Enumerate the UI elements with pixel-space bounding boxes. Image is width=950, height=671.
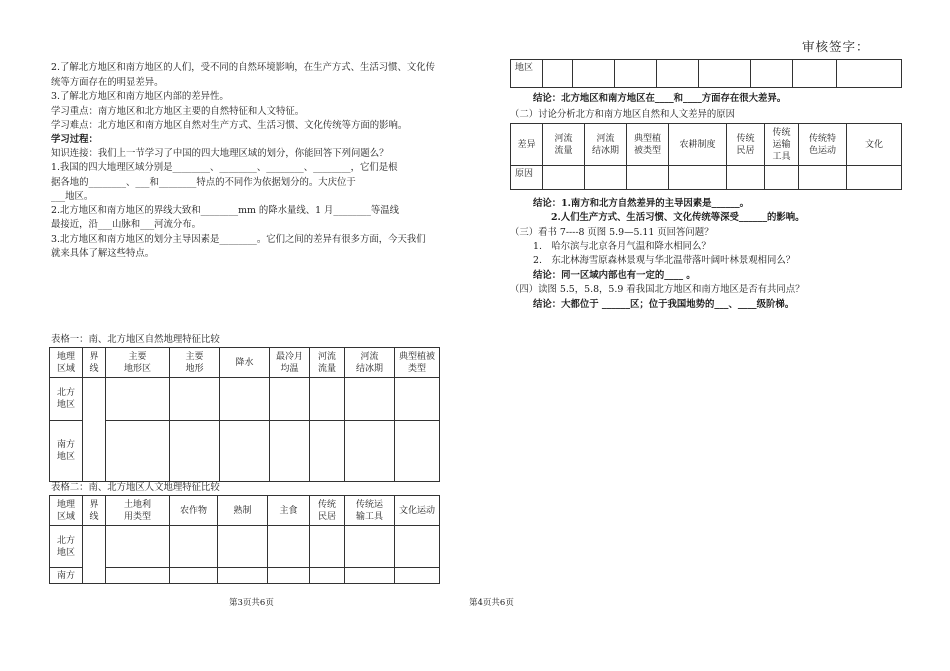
t3-header-culture: 文化 (847, 124, 902, 166)
t1-header-river-freeze: 河流 结冰期 (345, 348, 395, 378)
t2-header-staple: 主食 (268, 496, 310, 526)
conclusion-4: 结论：大都位于 ______区；位于我国地势的___、____级阶梯。 (533, 299, 795, 310)
t2-row-north (50, 526, 440, 568)
t3-header-housing: 传统 民居 (727, 124, 765, 166)
key-point: 学习重点：南方地区和北方地区主要的自然特征和人文特征。 (51, 106, 305, 117)
t2-header-housing: 传统 民居 (310, 496, 345, 526)
t1-header-landform-area: 主要 地形区 (106, 348, 170, 378)
t2-header-cropping: 熟制 (218, 496, 268, 526)
conclusion-1: 结论：北方地区和南方地区在____和____方面存在很大差异。 (533, 93, 787, 104)
t1-header-coldest-temp: 最冷月 均温 (270, 348, 310, 378)
t2-row-north-label: 北方 地区 (50, 526, 83, 568)
t3-header-transport: 传统 运输 工具 (765, 124, 799, 166)
t2-header-culture-sport: 文化运动 (395, 496, 440, 526)
t3-header-diff: 差异 (511, 124, 543, 166)
conclusion-2a: 结论：1.南方和北方自然差异的主导因素是______。 (533, 198, 750, 209)
t3-header-river-flow: 河流 流量 (543, 124, 585, 166)
review-signature-label: 审核签字： (802, 39, 870, 54)
human-features-table (49, 495, 440, 584)
section-4-heading: （四）读图 5.5，5.8，5.9 看我国北方地区和南方地区是否有共同点？ (510, 284, 805, 295)
t1-header-vegetation: 典型植被 类型 (395, 348, 440, 378)
conclusion-2b: 2.人们生产方式、生活习惯、文化传统等深受______的影响。 (551, 212, 805, 223)
question-1-line3: ___地区。 (51, 191, 94, 202)
comparison-table-bottom-row (510, 59, 902, 88)
objective-2-line1: 2.了解北方地区和南方地区的人们，受不同的自然环境影响，在生产方式、生活习惯、文化传 (51, 62, 435, 73)
natural-features-table (49, 347, 440, 482)
t3-header-vegetation: 典型植 被类型 (627, 124, 669, 166)
question-3-line2: 就来具体了解这些特点。 (51, 248, 155, 259)
t2-row-south (50, 568, 440, 584)
t2-header-crops: 农作物 (170, 496, 218, 526)
question-2-line2: 最接近，沿___山脉和___河流分布。 (51, 219, 202, 230)
objective-2-line2: 统等方面存在的明显差异。 (51, 77, 164, 88)
t1-header-landform: 主要 地形 (170, 348, 220, 378)
t3-header-river-freeze: 河流 结冰期 (585, 124, 627, 166)
t1-boundary-cell[interactable] (83, 378, 106, 482)
t1-row-north-label: 北方 地区 (50, 378, 83, 421)
t2-header-region: 地理 区域 (50, 496, 83, 526)
table2-caption: 表格二：南、北方地区人文地理特征比较 (51, 482, 220, 493)
t2-boundary-cell[interactable] (83, 526, 106, 584)
t3-row-reason-label: 原因 (511, 166, 543, 190)
page-number-left: 第3页共6页 (229, 598, 274, 608)
t1-row-south-label: 南方 地区 (50, 421, 83, 482)
t1-header-river-flow: 河流 流量 (310, 348, 345, 378)
t3-header-sport: 传统特 色运动 (799, 124, 847, 166)
page-number-right: 第4页共6页 (469, 598, 514, 608)
t2-row-south-label: 南方 (50, 568, 83, 584)
t2-header-land-use: 土地利 用类型 (106, 496, 170, 526)
reasons-table (510, 123, 902, 190)
question-2-line1: 2.北方地区和南方地区的界线大致和________mm 的降水量线、1 月________等温线 (51, 205, 400, 216)
section-3-question-1: 1. 哈尔滨与北京各月气温和降水相同么？ (533, 241, 711, 252)
objective-3: 3.了解北方地区和南方地区内部的差异性。 (51, 91, 229, 102)
top-table-region-label: 地区 (511, 60, 543, 88)
t1-header-region: 地理 区域 (50, 348, 83, 378)
t3-header-farming: 农耕制度 (669, 124, 727, 166)
learning-process-heading: 学习过程： (51, 134, 98, 145)
t2-header-transport: 传统运 输工具 (345, 496, 395, 526)
question-1-line2: 据各地的________、___和________特点的不同作为依据划分的。大庆位于 (51, 177, 356, 188)
t1-row-north (50, 378, 440, 421)
conclusion-3: 结论：同一区域内部也有一定的____ 。 (533, 270, 696, 281)
section-3-heading: （三）看书 7----8 页图 5.9—5.11 页回答问题？ (510, 227, 714, 238)
t1-header-precip: 降水 (220, 348, 270, 378)
section-2-heading: （二）讨论分析北方和南方地区自然和人文差异的原因 (510, 109, 736, 120)
t1-row-south (50, 421, 440, 482)
question-3-line1: 3.北方地区和南方地区的划分主导因素是________。它们之间的差异有很多方面，今天我们 (51, 234, 426, 245)
t2-header-boundary: 界 线 (83, 496, 106, 526)
difficult-point: 学习难点：北方地区和南方地区自然对生产方式、生活习惯、文化传统等方面的影响。 (51, 120, 408, 131)
table1-caption: 表格一：南、北方地区自然地理特征比较 (51, 334, 220, 345)
section-3-question-2: 2. 东北林海雪原森林景观与华北温带落叶阔叶林景观相同么？ (533, 255, 796, 266)
knowledge-link: 知识连接：我们上一节学习了中国的四大地理区域的划分，你能回答下列问题么？ (51, 148, 389, 159)
question-1-line1: 1.我国的四大地理区域分别是________、________、________、________，它们是根 (51, 162, 398, 173)
t1-header-boundary: 界 线 (83, 348, 106, 378)
